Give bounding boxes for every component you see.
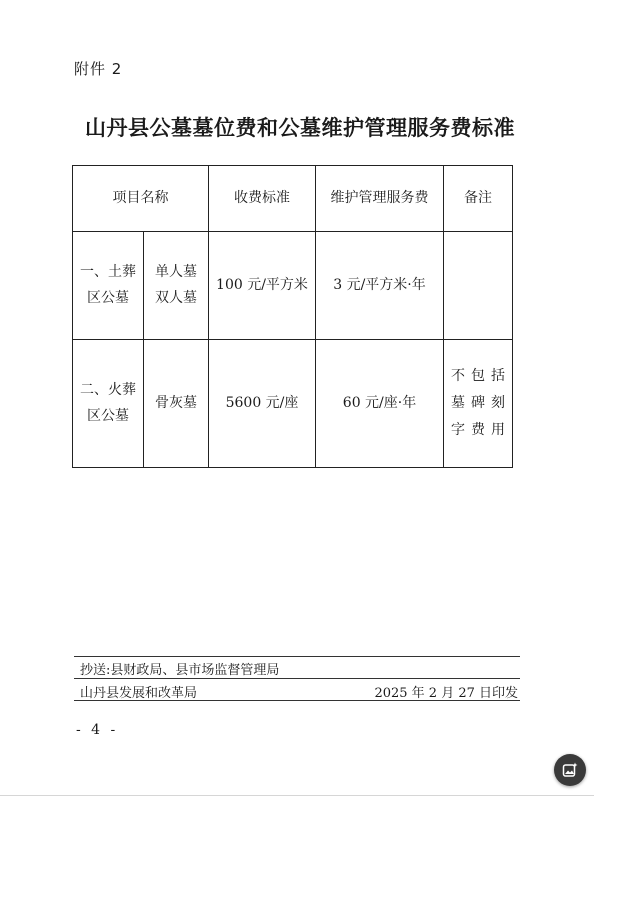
page-number: - 4 -	[76, 722, 119, 738]
fee-cell: 5600 元/座	[209, 339, 316, 467]
remark-line: 字费用	[451, 421, 511, 438]
cc-line: 抄送:县财政局、县市场监督管理局	[80, 663, 280, 678]
maintenance-cell: 60 元/座·年	[316, 339, 444, 467]
fee-standard-table	[72, 165, 513, 468]
maintenance-cell: 3 元/平方米·年	[316, 232, 444, 339]
remark-line: 墓碑刻	[451, 394, 511, 411]
image-sparkle-icon	[562, 762, 578, 778]
footer-bottom-rule	[74, 700, 520, 701]
header-item-name: 项目名称	[73, 166, 209, 232]
page-divider	[0, 795, 594, 796]
header-maintenance-fee: 维护管理服务费	[316, 166, 444, 232]
table-row	[73, 232, 513, 339]
category-line: 二、火葬	[80, 381, 136, 398]
issue-date: 2025 年 2 月 27 日印发	[374, 686, 518, 701]
issuer-name: 山丹县发展和改革局	[80, 686, 198, 701]
tomb-type-line: 单人墓	[155, 263, 197, 280]
category-cell	[73, 339, 144, 467]
tomb-type-cell	[144, 339, 209, 467]
footer-top-rule	[74, 656, 520, 657]
remark-line: 不包括	[451, 368, 511, 385]
header-remarks: 备注	[444, 166, 513, 232]
header-fee-standard: 收费标准	[209, 166, 316, 232]
tomb-type-line: 双人墓	[155, 290, 197, 307]
table-header-row	[73, 166, 513, 232]
tomb-type-cell	[144, 232, 209, 339]
category-line: 区公墓	[87, 290, 129, 307]
remark-cell	[444, 339, 513, 467]
footer-middle-rule	[74, 678, 520, 679]
table-row	[73, 339, 513, 467]
fee-cell: 100 元/平方米	[209, 232, 316, 339]
category-line: 区公墓	[87, 408, 129, 425]
image-action-button[interactable]	[554, 754, 586, 786]
category-line: 一、土葬	[80, 263, 136, 280]
document-title: 山丹县公墓墓位费和公墓维护管理服务费标准	[85, 116, 515, 140]
category-cell	[73, 232, 144, 339]
remark-cell	[444, 232, 513, 339]
attachment-label: 附件 2	[74, 60, 123, 78]
tomb-type-line: 骨灰墓	[155, 394, 197, 411]
